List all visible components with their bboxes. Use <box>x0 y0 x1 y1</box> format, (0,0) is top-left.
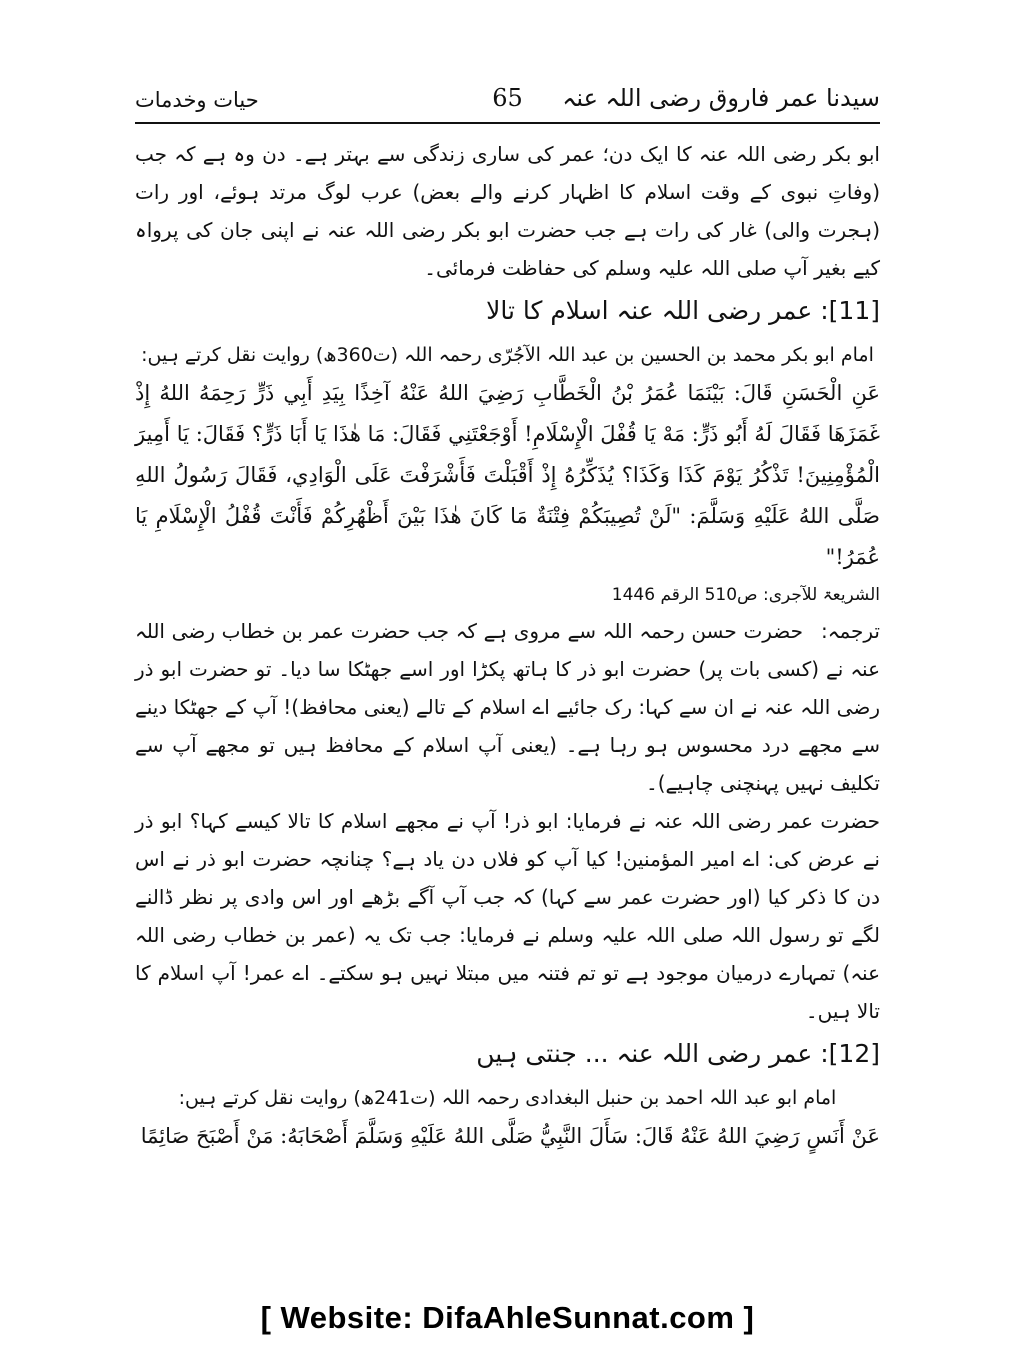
website-footer: [ Website: DifaAhleSunnat.com ] <box>260 1300 755 1335</box>
book-title: سیدنا عمر فاروق رضی اللہ عنہ <box>562 84 880 112</box>
page-number: 65 <box>492 84 523 112</box>
arabic-hadith-12: عَنْ أَنَسٍ رَضِيَ اللهُ عَنْهُ قَالَ: سَأَلَ النَّبِيُّ صَلَّى اللهُ عَلَيْهِ وَسَلَّمَ أَصْحَابَهُ: مَنْ أَصْبَحَ صَائِمًا <box>140 1124 880 1148</box>
translation-label: ترجمہ: <box>821 619 880 643</box>
heading-11: [11]: عمر رضی اللہ عنہ اسلام کا تالا <box>486 296 880 325</box>
source-reference-11: الشریعۃ للآجری: ص510 الرقم 1446 <box>611 585 880 605</box>
page-header <box>135 82 880 124</box>
paragraph-explanation-11: حضرت عمر رضی اللہ عنہ نے فرمایا: ابو ذر! آپ نے مجھے اسلام کا تالا کیسے کہا؟ ابو ذر نے عرض کی: اے امیر المؤمنین! کیا آپ کو فلاں دن یاد ہے؟ چنانچہ حضرت ابو ذر نے اس دن کا ذکر کیا (اور حضرت عمر سے کہا) کہ جب آپ آگے بڑھے اور اس وادی پر نظر ڈالنے لگے تو رسول اللہ صلی اللہ علیہ وسلم نے فرمایا: جب تک یہ (عمر بن خطاب رضی اللہ عنہ) تمہارے درمیان موجود ہے تو تم فتنہ میں مبتلا نہیں ہو سکتے۔ اے عمر! آپ اسلام کا تالا ہیں۔ <box>135 809 881 1023</box>
narration-intro-11: امام ابو بکر محمد بن الحسین بن عبد اللہ الآجُرّی رحمہ اللہ (ت360ھ) روایت نقل کرتے ہیں: <box>141 344 874 366</box>
translation-11 <box>135 612 880 802</box>
arabic-hadith-11: عَنِ الْحَسَنِ قَالَ: بَيْنَمَا عُمَرُ بْنُ الْخَطَّابِ رَضِيَ اللهُ عَنْهُ آخِذًا بِيَدِ أَبِي ذَرٍّ رَحِمَهُ اللهُ إِذْ غَمَزَهَا فَقَالَ لَهُ أَبُو ذَرٍّ: مَهْ يَا قُفْلَ الْإِسْلَامِ! أَوْجَعْتَنِي فَقَالَ: مَا هٰذَا يَا أَبَا ذَرٍّ؟ فَقَالَ: يَا أَمِيرَ الْمُؤْمِنِينَ! تَذْكُرُ يَوْمَ كَذَا وَكَذَا؟ يُذَكِّرُهُ إِذْ أَقْبَلْتَ فَأَشْرَفْتَ عَلَى الْوَادِي، فَقَالَ رَسُولُ اللهِ صَلَّى اللهُ عَلَيْهِ وَسَلَّمَ: "لَنْ تُصِيبَكُمْ فِتْنَةٌ مَا كَانَ هٰذَا بَيْنَ أَظْهُرِكُمْ فَأَنْتَ قُفْلُ الْإِسْلَامِ يَا عُمَرُ!" <box>135 381 880 569</box>
narration-intro-12: امام ابو عبد اللہ احمد بن حنبل البغدادی رحمہ اللہ (ت241ھ) روایت نقل کرتے ہیں: <box>178 1087 837 1109</box>
heading-12: [12]: عمر رضی اللہ عنہ ... جنتی ہیں <box>476 1039 880 1068</box>
page-body <box>135 135 880 1157</box>
paragraph-abu-bakr: ابو بکر رضی اللہ عنہ کا ایک دن؛ عمر کی ساری زندگی سے بہتر ہے۔ دن وہ ہے کہ جب (وفاتِ نبوی کے وقت اسلام کا اظہار کرنے والے بعض) عرب لوگ مرتد ہوئے، اور رات (ہجرت والی) غار کی رات ہے جب حضرت ابو بکر رضی اللہ عنہ نے اپنی جان کی پرواہ کیے بغیر آپ صلی اللہ علیہ وسلم کی حفاظت فرمائی۔ <box>135 142 880 280</box>
section-title: حیات وخدمات <box>135 88 259 112</box>
translation-text: حضرت حسن رحمہ اللہ سے مروی ہے کہ جب حضرت عمر بن خطاب رضی اللہ عنہ نے (کسی بات پر) حضرت ابو ذر کا ہاتھ پکڑا اور اسے جھٹکا سا دیا۔ تو حضرت ابو ذر رضی اللہ عنہ نے ان سے کہا: رک جائیے اے اسلام کے تالے (یعنی محافظ)! آپ کے جھٹکا دینے سے مجھے درد محسوس ہو رہا ہے۔ (یعنی آپ اسلام کے محافظ ہیں تو مجھے آپ سے تکلیف نہیں پہنچنی چاہیے)۔ <box>135 619 880 795</box>
